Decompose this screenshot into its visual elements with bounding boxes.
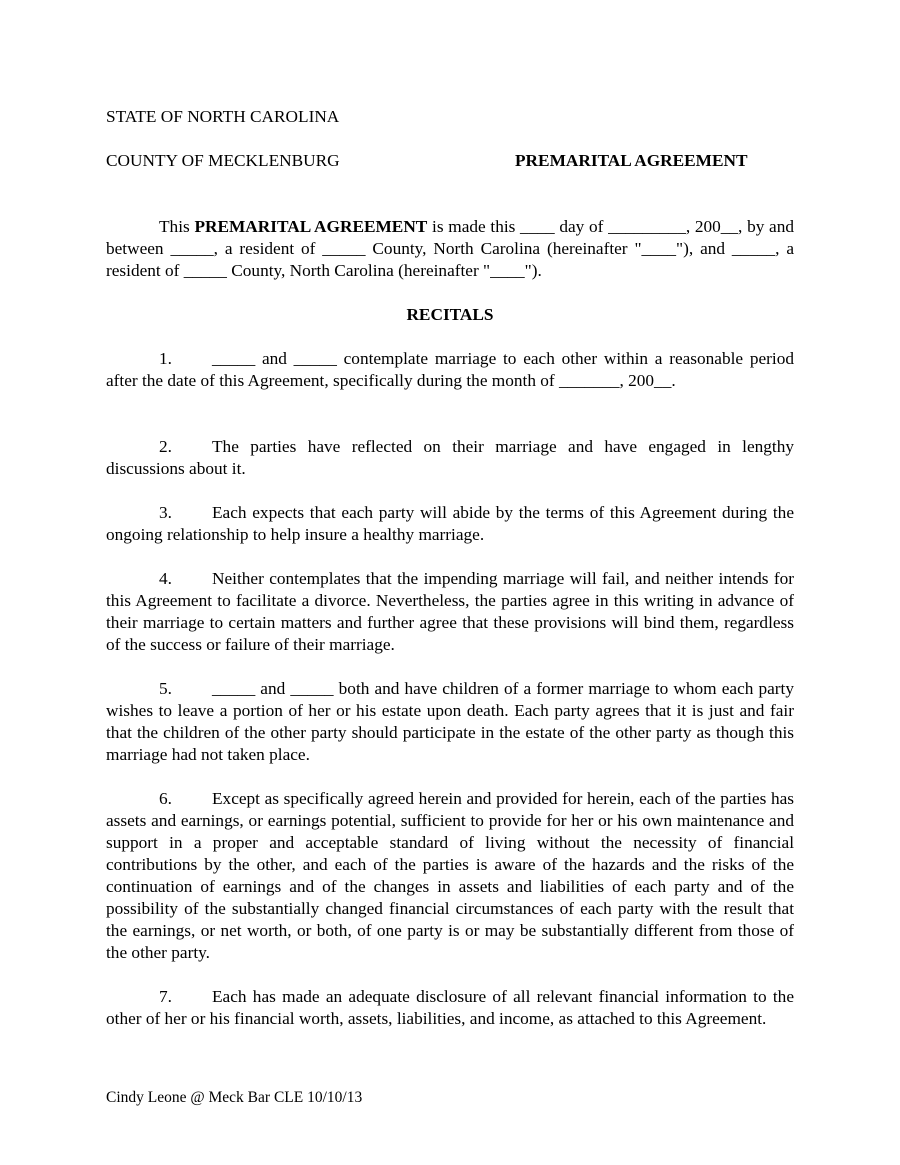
recital-number: 6.	[159, 789, 172, 808]
recital-text: Except as specifically agreed herein and provided for herein, each of the parties has assets and earnings, or earnings potential, sufficient to provide for her or his own maintenance and support in a proper and acceptable standard of living without the necessity of financial contributions by the other, and each of the parties is aware of the hazards and the risks of the continuation of earnings and of the changes in assets and liabilities of each party and of the possibility of the substantially changed financial circumstances of each party with the result that the earnings, or net worth, or both, of one party is or may be substantially different from those of the other party.	[106, 789, 794, 962]
page-footer: Cindy Leone @ Meck Bar CLE 10/10/13	[106, 1089, 363, 1106]
intro-bold-term: PREMARITAL AGREEMENT	[194, 217, 428, 236]
intro-paragraph	[106, 216, 794, 282]
county-line: COUNTY OF MECKLENBURG	[106, 151, 340, 170]
recital-text: The parties have reflected on their marriage and have engaged in lengthy discussions about it.	[106, 437, 794, 478]
recital-number: 3.	[159, 503, 172, 522]
recital-5	[106, 678, 794, 766]
recital-text: Each has made an adequate disclosure of all relevant financial information to the other of her or his financial worth, assets, liabilities, and income, as attached to this Agreement.	[106, 987, 794, 1028]
recital-4	[106, 568, 794, 656]
recital-number: 4.	[159, 569, 172, 588]
recital-number: 7.	[159, 987, 172, 1006]
recital-text: _____ and _____ contemplate marriage to each other within a reasonable period after the date of this Agreement, specifically during the month of _______, 200__.	[106, 349, 794, 390]
document-title: PREMARITAL AGREEMENT	[515, 151, 748, 170]
recital-2	[106, 436, 794, 480]
state-line: STATE OF NORTH CAROLINA	[106, 107, 340, 126]
recital-text: Neither contemplates that the impending marriage will fail, and neither intends for this Agreement to facilitate a divorce. Nevertheless, the parties agree in this writing in advance of their marriage to certain matters and further agree that these provisions will bind them, regardless of the success or failure of their marriage.	[106, 569, 794, 654]
recital-1	[106, 348, 794, 392]
recital-number: 2.	[159, 437, 172, 456]
recitals-heading: RECITALS	[406, 305, 494, 324]
recital-number: 1.	[159, 349, 172, 368]
recital-7	[106, 986, 794, 1030]
recital-number: 5.	[159, 679, 172, 698]
intro-rest: is made this ____ day of _________, 200__, by and between _____, a resident of _____ County, North Carolina (hereinafter "____"), and _____, a resident of _____ County, North Carolina (hereinafter "____").	[106, 217, 795, 280]
recital-6	[106, 788, 794, 964]
intro-lead: This	[159, 217, 195, 236]
recital-3	[106, 502, 794, 546]
recital-text: _____ and _____ both and have children of a former marriage to whom each party wishes to leave a portion of her or his estate upon death. Each party agrees that it is just and fair that the children of the other party should participate in the estate of the other party as though this marriage had not taken place.	[106, 679, 794, 764]
recital-text: Each expects that each party will abide by the terms of this Agreement during the ongoing relationship to help insure a healthy marriage.	[106, 503, 794, 544]
